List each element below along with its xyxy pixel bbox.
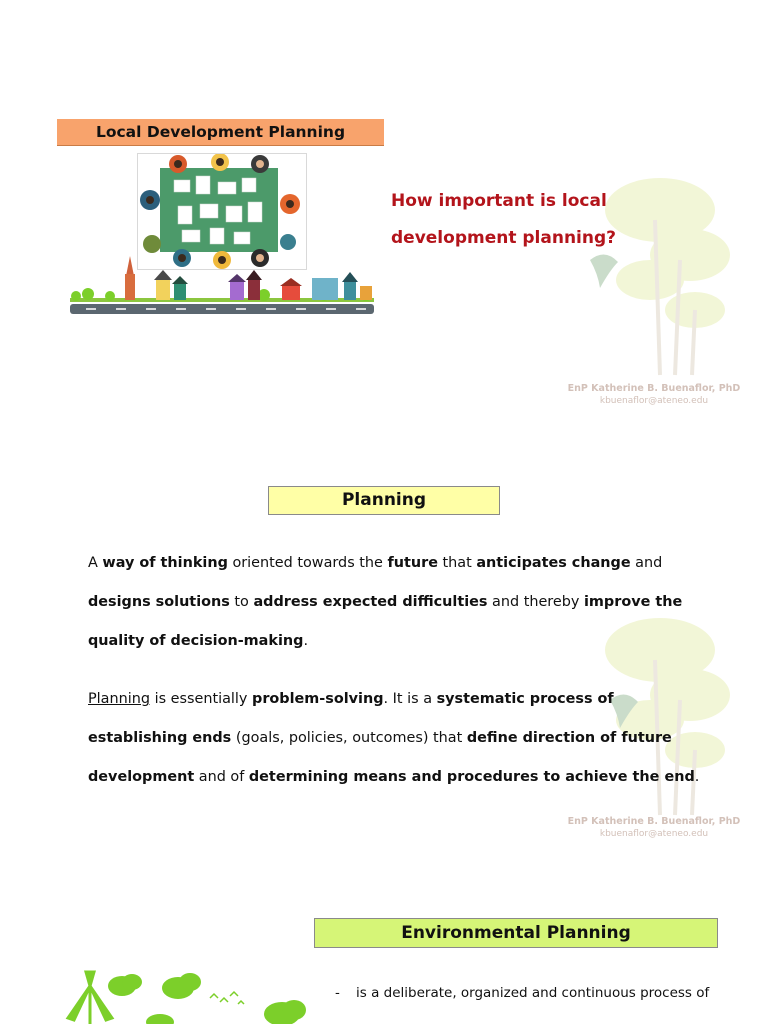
definition-line-1: A way of thinking oriented towards the future that anticipates change and — [88, 555, 663, 571]
town-illustration — [66, 250, 378, 320]
tree-watermark-image — [580, 170, 750, 390]
author-email-1: kbuenaflor@ateneo.edu — [599, 396, 709, 406]
slide-title-local-development-planning: Local Development Planning — [57, 119, 384, 146]
slide-title-environmental-planning: Environmental Planning — [314, 918, 718, 948]
bullet-dash: - — [335, 985, 340, 1001]
author-name-1: EnP Katherine B. Buenaflor, PhD — [567, 383, 741, 394]
question-line-2: development planning? — [391, 228, 617, 248]
environmental-planning-definition: is a deliberate, organized and continuous process of — [356, 985, 710, 1001]
process-line-1: Planning is essentially problem-solving. It is a systematic process of — [88, 691, 614, 707]
process-line-3: development and of determining means and procedures to achieve the end. — [88, 769, 700, 785]
planning-definition-paragraph — [88, 544, 728, 661]
question-line-1: How important is local — [391, 191, 607, 211]
definition-line-3: quality of decision-making. — [88, 633, 309, 649]
author-name-2: EnP Katherine B. Buenaflor, PhD — [567, 816, 741, 827]
slide-title-planning: Planning — [268, 486, 500, 515]
process-line-2: establishing ends (goals, policies, outcomes) that define direction of future — [88, 730, 672, 746]
green-landscape-illustration — [50, 966, 310, 1024]
planning-process-paragraph — [88, 680, 728, 797]
author-email-2: kbuenaflor@ateneo.edu — [599, 829, 709, 839]
definition-line-2: designs solutions to address expected difficulties and thereby improve the — [88, 594, 683, 610]
